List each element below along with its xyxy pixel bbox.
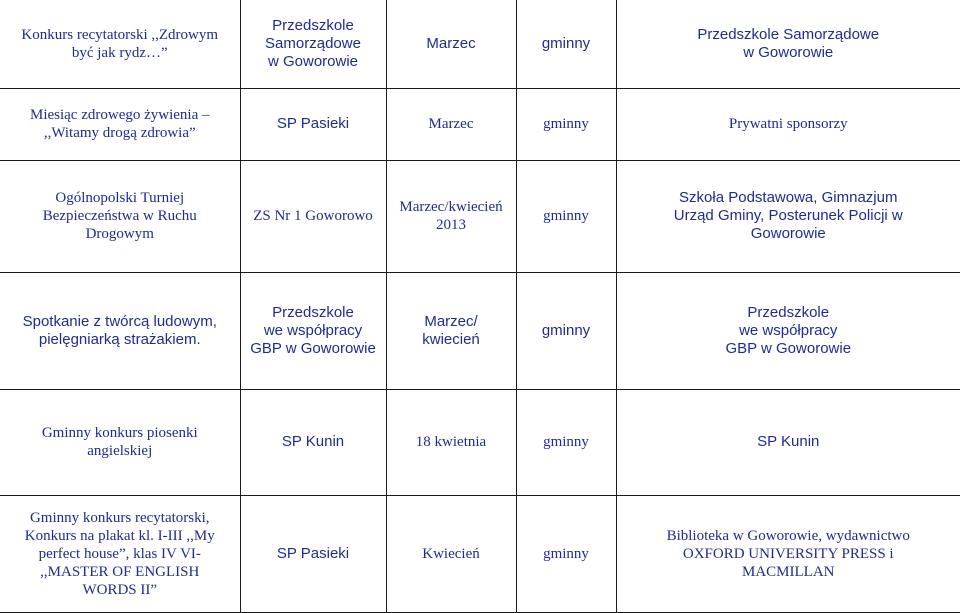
event-cell: Gminny konkurs piosenki angielskiej: [0, 389, 240, 495]
event-cell: Miesiąc zdrowego żywienia – ,,Witamy drogą zdrowia”: [0, 88, 240, 160]
partners-cell: Przedszkole we współpracy GBP w Goworowie: [616, 272, 960, 389]
level-cell: gminny: [516, 160, 616, 272]
organizer-cell: SP Pasieki: [240, 495, 386, 612]
event-cell: Konkurs recytatorski ,,Zdrowym być jak rydz…”: [0, 0, 240, 88]
partners-cell: Przedszkole Samorządowe w Goworowie: [616, 0, 960, 88]
table-row: [0, 495, 960, 612]
partners-cell: SP Kunin: [616, 389, 960, 495]
event-cell: Spotkanie z twórcą ludowym, pielęgniarką strażakiem.: [0, 272, 240, 389]
organizer-cell: SP Pasieki: [240, 88, 386, 160]
table-row: [0, 272, 960, 389]
partners-cell: Biblioteka w Goworowie, wydawnictwo OXFORD UNIVERSITY PRESS i MACMILLAN: [616, 495, 960, 612]
partners-cell: Szkoła Podstawowa, Gimnazjum Urząd Gminy, Posterunek Policji w Goworowie: [616, 160, 960, 272]
event-cell: Gminny konkurs recytatorski, Konkurs na plakat kl. I-III ,,My perfect house”, klas IV VI- ,,MASTER OF ENGLISH WORDS II”: [0, 495, 240, 612]
level-cell: gminny: [516, 389, 616, 495]
level-cell: gminny: [516, 272, 616, 389]
event-cell: Ogólnopolski Turniej Bezpieczeństwa w Ruchu Drogowym: [0, 160, 240, 272]
date-cell: Marzec/ kwiecień: [386, 272, 516, 389]
level-cell: gminny: [516, 495, 616, 612]
table-row: [0, 160, 960, 272]
date-cell: Marzec: [386, 88, 516, 160]
partners-cell: Prywatni sponsorzy: [616, 88, 960, 160]
level-cell: gminny: [516, 88, 616, 160]
organizer-cell: Przedszkole Samorządowe w Goworowie: [240, 0, 386, 88]
date-cell: Marzec: [386, 0, 516, 88]
date-cell: Marzec/kwiecień 2013: [386, 160, 516, 272]
table-row: [0, 88, 960, 160]
organizer-cell: SP Kunin: [240, 389, 386, 495]
date-cell: 18 kwietnia: [386, 389, 516, 495]
organizer-cell: ZS Nr 1 Goworowo: [240, 160, 386, 272]
level-cell: gminny: [516, 0, 616, 88]
table-row: [0, 389, 960, 495]
table-row: [0, 0, 960, 88]
organizer-cell: Przedszkole we współpracy GBP w Goworowie: [240, 272, 386, 389]
date-cell: Kwiecień: [386, 495, 516, 612]
